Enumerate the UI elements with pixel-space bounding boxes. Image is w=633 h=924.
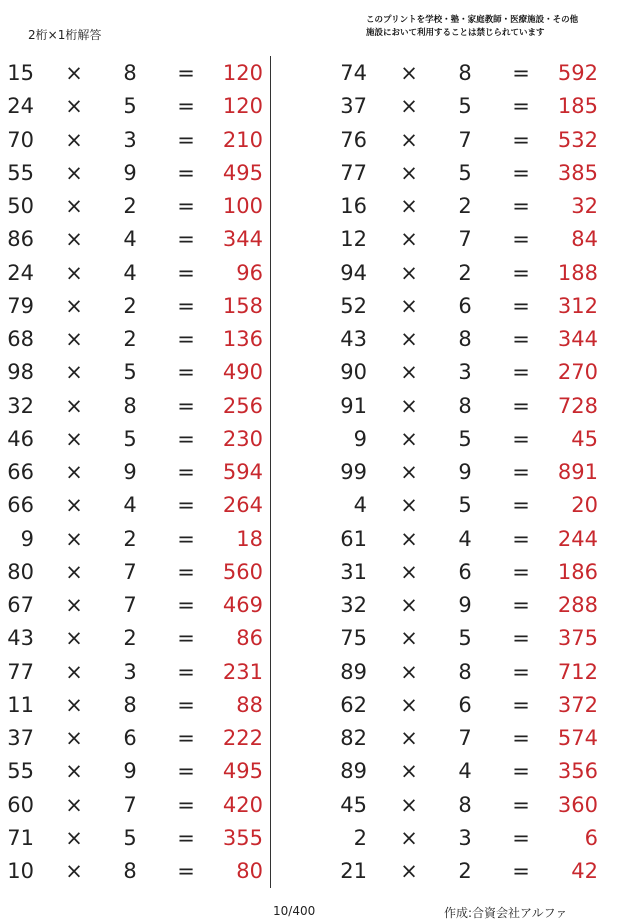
multiplicand: 12 <box>340 227 367 252</box>
multiplier: 3 <box>458 825 472 850</box>
multiplicand: 68 <box>7 327 34 351</box>
times-sign: × <box>65 61 83 85</box>
multiplier: 7 <box>458 127 472 152</box>
multiplicand: 66 <box>7 493 34 518</box>
multiplier: 4 <box>123 493 137 518</box>
equals-sign: = <box>512 759 530 784</box>
equals-sign: = <box>177 559 195 584</box>
answer: 32 <box>571 194 598 218</box>
answer: 490 <box>222 360 263 385</box>
multiplicand: 52 <box>340 293 367 318</box>
answer: 355 <box>222 825 263 850</box>
multiplicand: 24 <box>7 94 34 119</box>
equals-sign: = <box>177 759 195 784</box>
multiplicand: 55 <box>7 160 34 185</box>
times-sign: × <box>65 293 83 318</box>
answer: 100 <box>222 194 263 218</box>
answer: 360 <box>557 792 598 817</box>
times-sign: × <box>65 94 83 119</box>
usage-notice <box>366 14 626 40</box>
equals-sign: = <box>177 160 195 185</box>
multiplicand: 32 <box>340 593 367 617</box>
multiplier: 7 <box>458 227 472 252</box>
usage-notice-line: 施設において利用することは禁じられています <box>366 28 545 38</box>
equals-sign: = <box>512 393 530 418</box>
equals-sign: = <box>177 626 195 651</box>
multiplicand: 77 <box>340 160 367 185</box>
multiplicand: 98 <box>7 360 34 385</box>
times-sign: × <box>400 559 418 584</box>
times-sign: × <box>400 293 418 318</box>
multiplier: 9 <box>123 160 137 185</box>
answer: 84 <box>571 227 598 252</box>
multiplier: 5 <box>123 94 137 119</box>
multiplier: 2 <box>458 859 472 883</box>
multiplicand: 70 <box>7 127 34 152</box>
multiplicand: 94 <box>340 260 367 285</box>
answer: 136 <box>222 327 263 351</box>
multiplier: 3 <box>458 360 472 385</box>
multiplier: 8 <box>458 659 472 684</box>
times-sign: × <box>65 759 83 784</box>
answer: 80 <box>236 859 263 883</box>
equals-sign: = <box>512 360 530 385</box>
answer: 712 <box>557 659 598 684</box>
multiplier: 4 <box>123 227 137 252</box>
multiplier: 2 <box>123 626 137 651</box>
equals-sign: = <box>512 327 530 351</box>
multiplicand: 50 <box>7 194 34 218</box>
answer: 158 <box>222 293 263 318</box>
times-sign: × <box>65 726 83 750</box>
answer: 891 <box>557 460 598 484</box>
answer: 375 <box>557 626 598 651</box>
multiplier: 8 <box>458 327 472 351</box>
equals-sign: = <box>177 460 195 484</box>
equals-sign: = <box>177 825 195 850</box>
times-sign: × <box>400 61 418 85</box>
multiplicand: 4 <box>353 493 367 518</box>
multiplicand: 76 <box>340 127 367 152</box>
multiplier: 8 <box>123 692 137 717</box>
equals-sign: = <box>512 426 530 451</box>
equals-sign: = <box>512 61 530 85</box>
answer: 210 <box>222 127 263 152</box>
multiplier: 3 <box>123 659 137 684</box>
multiplier: 4 <box>123 260 137 285</box>
answer: 86 <box>236 626 263 651</box>
equals-sign: = <box>177 493 195 518</box>
times-sign: × <box>400 859 418 883</box>
answer: 495 <box>222 759 263 784</box>
multiplier: 2 <box>123 293 137 318</box>
times-sign: × <box>400 726 418 750</box>
times-sign: × <box>65 659 83 684</box>
equals-sign: = <box>512 493 530 518</box>
answer: 188 <box>557 260 598 285</box>
equals-sign: = <box>177 293 195 318</box>
answer: 288 <box>557 593 598 617</box>
multiplicand: 31 <box>340 559 367 584</box>
multiplicand: 60 <box>7 792 34 817</box>
multiplier: 9 <box>458 460 472 484</box>
answer: 222 <box>222 726 263 750</box>
times-sign: × <box>400 759 418 784</box>
times-sign: × <box>65 859 83 883</box>
multiplier: 7 <box>458 726 472 750</box>
equals-sign: = <box>512 194 530 218</box>
answer: 18 <box>236 526 263 551</box>
equals-sign: = <box>512 825 530 850</box>
multiplicand: 45 <box>340 792 367 817</box>
multiplier: 3 <box>123 127 137 152</box>
equals-sign: = <box>177 227 195 252</box>
multiplicand: 62 <box>340 692 367 717</box>
times-sign: × <box>400 393 418 418</box>
answer: 264 <box>222 493 263 518</box>
multiplicand: 9 <box>353 426 367 451</box>
multiplicand: 86 <box>7 227 34 252</box>
multiplier: 4 <box>458 759 472 784</box>
answer: 594 <box>222 460 263 484</box>
times-sign: × <box>65 127 83 152</box>
multiplicand: 77 <box>7 659 34 684</box>
equals-sign: = <box>512 293 530 318</box>
multiplier: 2 <box>123 194 137 218</box>
multiplicand: 21 <box>340 859 367 883</box>
times-sign: × <box>65 194 83 218</box>
multiplicand: 37 <box>340 94 367 119</box>
times-sign: × <box>65 360 83 385</box>
multiplier: 6 <box>458 559 472 584</box>
multiplier: 4 <box>458 526 472 551</box>
times-sign: × <box>65 227 83 252</box>
equals-sign: = <box>177 526 195 551</box>
multiplicand: 90 <box>340 360 367 385</box>
usage-notice-line: このプリントを学校・塾・家庭教師・医療施設・その他 <box>366 15 579 25</box>
multiplicand: 32 <box>7 393 34 418</box>
times-sign: × <box>65 393 83 418</box>
multiplicand: 99 <box>340 460 367 484</box>
equals-sign: = <box>512 692 530 717</box>
equals-sign: = <box>177 194 195 218</box>
multiplier: 8 <box>123 61 137 85</box>
answer: 120 <box>222 61 263 85</box>
multiplier: 2 <box>458 260 472 285</box>
equals-sign: = <box>512 160 530 185</box>
answer: 45 <box>571 426 598 451</box>
multiplicand: 10 <box>7 859 34 883</box>
publisher-credit: 作成:合資会社アルファ <box>444 906 568 920</box>
multiplier: 5 <box>458 626 472 651</box>
worksheet-title: 2桁×1桁解答 <box>28 28 102 42</box>
multiplier: 5 <box>123 426 137 451</box>
answer: 344 <box>222 227 263 252</box>
equals-sign: = <box>177 61 195 85</box>
answer: 20 <box>571 493 598 518</box>
equals-sign: = <box>512 859 530 883</box>
multiplicand: 61 <box>340 526 367 551</box>
times-sign: × <box>65 160 83 185</box>
times-sign: × <box>400 227 418 252</box>
multiplier: 5 <box>123 825 137 850</box>
multiplicand: 82 <box>340 726 367 750</box>
equals-sign: = <box>512 94 530 119</box>
answer: 372 <box>557 692 598 717</box>
answer: 469 <box>222 593 263 617</box>
multiplier: 7 <box>123 792 137 817</box>
multiplier: 8 <box>123 859 137 883</box>
equals-sign: = <box>512 260 530 285</box>
multiplicand: 43 <box>340 327 367 351</box>
answer: 728 <box>557 393 598 418</box>
multiplicand: 9 <box>20 526 34 551</box>
times-sign: × <box>400 593 418 617</box>
equals-sign: = <box>177 593 195 617</box>
answer: 270 <box>557 360 598 385</box>
times-sign: × <box>400 526 418 551</box>
answer: 88 <box>236 692 263 717</box>
answer: 120 <box>222 94 263 119</box>
equals-sign: = <box>512 460 530 484</box>
answer: 574 <box>557 726 598 750</box>
times-sign: × <box>65 426 83 451</box>
equals-sign: = <box>512 526 530 551</box>
answer: 185 <box>557 94 598 119</box>
times-sign: × <box>400 360 418 385</box>
multiplicand: 37 <box>7 726 34 750</box>
multiplier: 6 <box>458 293 472 318</box>
times-sign: × <box>400 692 418 717</box>
multiplicand: 75 <box>340 626 367 651</box>
equals-sign: = <box>512 626 530 651</box>
multiplicand: 80 <box>7 559 34 584</box>
times-sign: × <box>400 659 418 684</box>
multiplicand: 71 <box>7 825 34 850</box>
times-sign: × <box>65 493 83 518</box>
times-sign: × <box>65 460 83 484</box>
multiplier: 2 <box>458 194 472 218</box>
times-sign: × <box>400 460 418 484</box>
multiplicand: 11 <box>7 692 34 717</box>
equals-sign: = <box>177 692 195 717</box>
times-sign: × <box>400 426 418 451</box>
times-sign: × <box>400 160 418 185</box>
multiplicand: 67 <box>7 593 34 617</box>
multiplier: 9 <box>123 759 137 784</box>
equals-sign: = <box>177 426 195 451</box>
multiplier: 5 <box>458 94 472 119</box>
times-sign: × <box>65 626 83 651</box>
times-sign: × <box>65 692 83 717</box>
times-sign: × <box>400 127 418 152</box>
multiplier: 6 <box>123 726 137 750</box>
multiplier: 2 <box>123 327 137 351</box>
multiplier: 7 <box>123 593 137 617</box>
multiplicand: 89 <box>340 759 367 784</box>
multiplicand: 15 <box>7 61 34 85</box>
equals-sign: = <box>512 593 530 617</box>
times-sign: × <box>65 559 83 584</box>
multiplicand: 43 <box>7 626 34 651</box>
answer: 532 <box>557 127 598 152</box>
page-number: 10/400 <box>273 904 316 918</box>
multiplier: 5 <box>458 160 472 185</box>
multiplicand: 24 <box>7 260 34 285</box>
answer: 244 <box>557 526 598 551</box>
multiplicand: 89 <box>340 659 367 684</box>
times-sign: × <box>400 792 418 817</box>
answer: 385 <box>557 160 598 185</box>
answer: 42 <box>571 859 598 883</box>
multiplier: 6 <box>458 692 472 717</box>
multiplicand: 79 <box>7 293 34 318</box>
equals-sign: = <box>512 559 530 584</box>
equals-sign: = <box>512 792 530 817</box>
equals-sign: = <box>177 859 195 883</box>
answer: 356 <box>557 759 598 784</box>
answer: 6 <box>584 825 598 850</box>
times-sign: × <box>400 493 418 518</box>
times-sign: × <box>65 593 83 617</box>
equals-sign: = <box>177 393 195 418</box>
answer: 420 <box>222 792 263 817</box>
times-sign: × <box>400 327 418 351</box>
times-sign: × <box>400 626 418 651</box>
equals-sign: = <box>177 792 195 817</box>
times-sign: × <box>400 194 418 218</box>
multiplier: 5 <box>123 360 137 385</box>
multiplier: 9 <box>123 460 137 484</box>
times-sign: × <box>65 526 83 551</box>
answer: 495 <box>222 160 263 185</box>
equals-sign: = <box>512 726 530 750</box>
equals-sign: = <box>177 726 195 750</box>
equals-sign: = <box>512 127 530 152</box>
multiplier: 2 <box>123 526 137 551</box>
multiplier: 8 <box>123 393 137 418</box>
multiplier: 8 <box>458 792 472 817</box>
equals-sign: = <box>177 360 195 385</box>
equals-sign: = <box>177 327 195 351</box>
answer: 560 <box>222 559 263 584</box>
multiplier: 7 <box>123 559 137 584</box>
equals-sign: = <box>512 659 530 684</box>
multiplier: 5 <box>458 493 472 518</box>
answer: 186 <box>557 559 598 584</box>
multiplier: 5 <box>458 426 472 451</box>
answer: 256 <box>222 393 263 418</box>
times-sign: × <box>65 327 83 351</box>
multiplier: 8 <box>458 393 472 418</box>
answer: 230 <box>222 426 263 451</box>
times-sign: × <box>65 825 83 850</box>
multiplicand: 2 <box>353 825 367 850</box>
equals-sign: = <box>177 659 195 684</box>
times-sign: × <box>400 825 418 850</box>
times-sign: × <box>65 260 83 285</box>
multiplicand: 91 <box>340 393 367 418</box>
multiplier: 9 <box>458 593 472 617</box>
answer: 344 <box>557 327 598 351</box>
multiplicand: 46 <box>7 426 34 451</box>
times-sign: × <box>400 94 418 119</box>
multiplicand: 74 <box>340 61 367 85</box>
column-divider <box>270 56 271 888</box>
equals-sign: = <box>512 227 530 252</box>
multiplier: 8 <box>458 61 472 85</box>
equals-sign: = <box>177 94 195 119</box>
answer: 312 <box>557 293 598 318</box>
answer: 96 <box>236 260 263 285</box>
equals-sign: = <box>177 260 195 285</box>
equals-sign: = <box>177 127 195 152</box>
answer: 231 <box>222 659 263 684</box>
times-sign: × <box>65 792 83 817</box>
times-sign: × <box>400 260 418 285</box>
multiplicand: 55 <box>7 759 34 784</box>
multiplicand: 16 <box>340 194 367 218</box>
answer: 592 <box>557 61 598 85</box>
multiplicand: 66 <box>7 460 34 484</box>
